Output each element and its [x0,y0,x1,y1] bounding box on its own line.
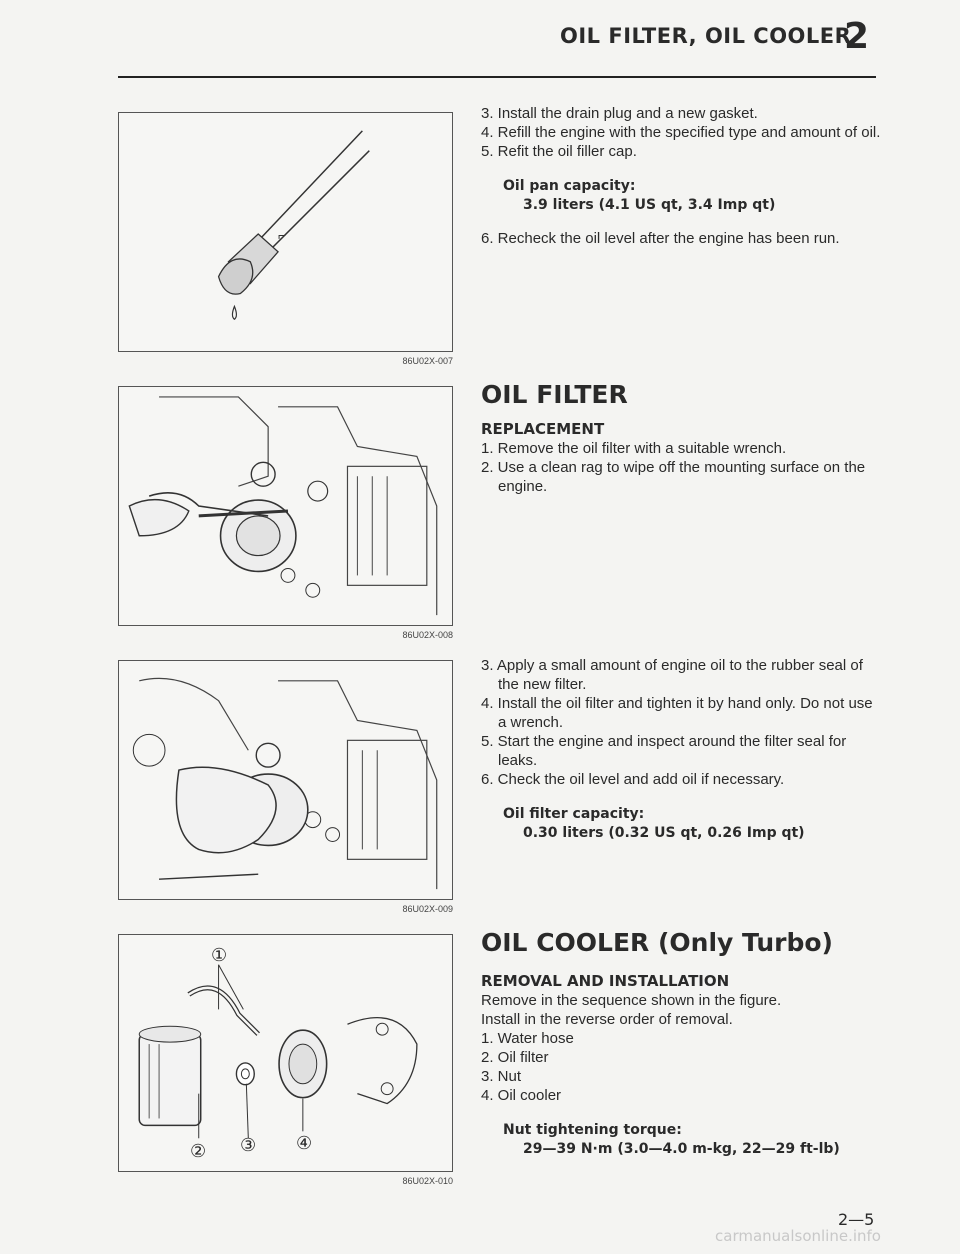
figure-code-3: 86U02X-009 [402,904,453,914]
oil-cooler-illustration [119,935,452,1171]
watermark: carmanualsonline.info [715,1227,881,1245]
page-number: 2—5 [838,1210,875,1229]
oil-filter-title: OIL FILTER [481,380,628,409]
figure-code-1: 86U02X-007 [402,356,453,366]
oil-pan-capacity-spec [503,177,881,215]
oil-filter-replacement [481,420,881,496]
nut-torque-spec [503,1121,881,1159]
refill-step-3: 3. Install the drain plug and a new gasket. [481,105,758,122]
install-step-4: 4. Install the oil filter and tighten it by hand only. Do not use a wrench. [481,695,873,731]
callout-2: ② [190,1141,207,1161]
callout-3: ③ [240,1135,257,1155]
replacement-step-1: 1. Remove the oil filter with a suitable wrench. [481,440,787,457]
refill-steps [481,104,881,248]
removal-intro-2: Install in the reverse order of removal. [481,1011,733,1028]
oil-cooler-removal [481,972,881,1159]
callout-4: ④ [296,1133,313,1153]
install-step-5: 5. Start the engine and inspect around the filter seal for leaks. [481,733,847,769]
figure-code-4: 86U02X-010 [402,1176,453,1186]
figure-dipstick [118,112,453,352]
refill-step-5: 5. Refit the oil filler cap. [481,143,637,160]
dipstick-illustration [119,113,452,351]
callout-1: ① [211,945,228,965]
replacement-heading: REPLACEMENT [481,420,605,438]
oil-filter-capacity-spec [503,805,881,843]
figure-code-2: 86U02X-008 [402,630,453,640]
install-step-3: 3. Apply a small amount of engine oil to the rubber seal of the new filter. [481,657,863,693]
refill-step-6: 6. Recheck the oil level after the engine has been run. [481,230,840,247]
page-header-title: OIL FILTER, OIL COOLER [560,24,852,48]
section-number: 2 [844,16,870,57]
spec-value: 29—39 N·m (3.0—4.0 m-kg, 22—29 ft-lb) [523,1141,840,1157]
figure-oil-cooler [118,934,453,1172]
figure-install-filter [118,660,453,900]
oil-cooler-title: OIL COOLER (Only Turbo) [481,928,833,957]
svg-text:⌐: ⌐ [278,226,287,243]
figure-remove-filter [118,386,453,626]
spec-value: 3.9 liters (4.1 US qt, 3.4 Imp qt) [523,197,776,213]
part-item-1: 1. Water hose [481,1030,574,1047]
replacement-step-2: 2. Use a clean rag to wipe off the mounting surface on the engine. [481,459,866,495]
spec-label: Nut tightening torque: [503,1122,682,1138]
install-steps [481,656,881,843]
header-rule [118,76,876,78]
part-item-4: 4. Oil cooler [481,1087,562,1104]
part-item-3: 3. Nut [481,1068,522,1085]
install-step-6: 6. Check the oil level and add oil if necessary. [481,771,785,788]
spec-label: Oil filter capacity: [503,806,645,822]
part-item-2: 2. Oil filter [481,1049,549,1066]
spec-label: Oil pan capacity: [503,178,636,194]
spec-value: 0.30 liters (0.32 US qt, 0.26 Imp qt) [523,825,805,841]
refill-step-4: 4. Refill the engine with the specified type and amount of oil. [481,124,881,141]
remove-filter-illustration [119,387,452,625]
install-filter-illustration [119,661,452,899]
removal-heading: REMOVAL AND INSTALLATION [481,972,730,990]
removal-intro-1: Remove in the sequence shown in the figure. [481,992,782,1009]
